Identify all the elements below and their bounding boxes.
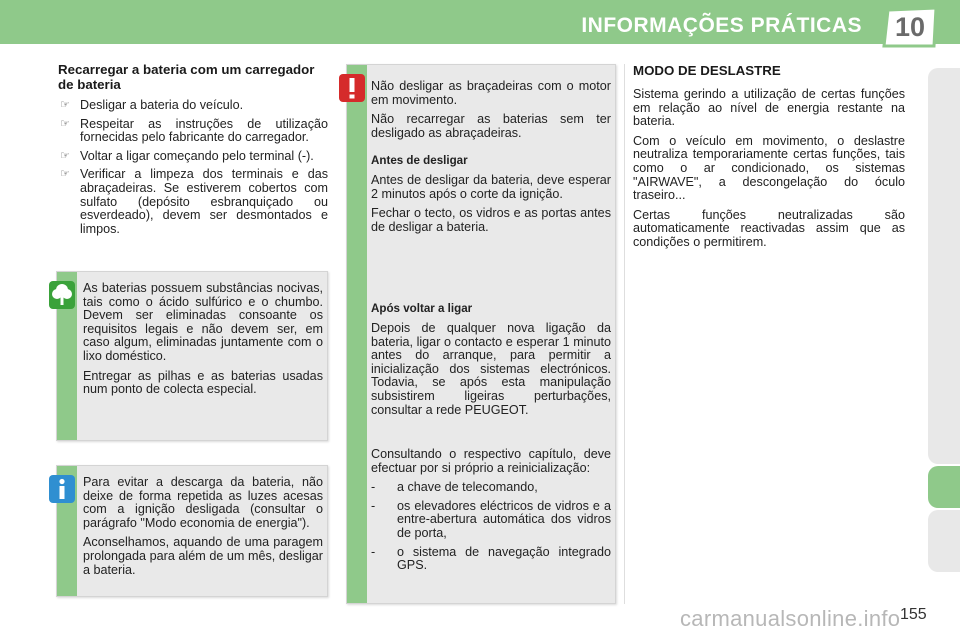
before-disconnect-section [371,154,611,240]
info-note-text: Para evitar a descarga da bateria, não deixe de forma repetida as luzes acesas com a ignição desligada (consultar o parágrafo "Modo economia de energia"). Aconselhamos, aquando de uma paragem prolongada para além de um mês, desligar a bateria. [83,475,323,577]
list-item: ☞ Verificar a limpeza dos terminais e das abraçadeiras. Se estiverem cobertos com sulfato (depósito esbranquiçado ou esverdeado), devem ser desmontados e limpos. [60,167,328,236]
after-reconnect-title: Após voltar a ligar [371,302,473,315]
list-item: ☞ Desligar a bateria do veículo. [60,98,244,112]
list-item: ☞ Respeitar as instruções de utilização fornecidas pelo fabricante do carregador. [60,116,328,145]
environment-note-text: As baterias possuem substâncias nocivas, tais como o ácido sulfúrico e o chumbo. Devem ser eliminadas consoante os requisitos legais e não devem ser, em caso algum, eliminadas juntamente com o lixo doméstico. Entregar as pilhas e as baterias usadas num ponto de colecta especial. [83,281,323,397]
side-tab-active [928,466,960,508]
warning-intro: Não desligar as braçadeiras com o motor em movimento. Não recarregar as baterias sem ter desligado as abraçadeiras. [371,79,611,140]
info-note-box [56,465,328,597]
page-title: INFORMAÇÕES PRÁTICAS [581,14,862,37]
hand-pointer-icon: ☞ [60,99,70,111]
chapter-number: 10 [894,11,926,42]
reinitialisation-list [371,481,611,573]
page-number: 155 [900,606,927,623]
hand-pointer-icon: ☞ [60,117,70,130]
reinitialisation-section: Consultando o respectivo capítulo, deve efectuar por si próprio a reinicialização: - a chave de telecomando, - os elevadores eléctricos de vidros e a entre-abertura automática dos vidros de porta, - o sistema de navegação integrado GPS. [371,447,611,573]
right-column [633,62,905,256]
environment-note-box [56,271,328,441]
before-disconnect-text: Antes de desligar da bateria, deve esperar 2 minutos após o corte da ignição. Fechar o tecto, os vidros e as portas antes de desligar a bateria. [371,173,611,234]
column-divider [624,64,625,604]
exclamation-icon [339,74,365,102]
warning-box [346,64,616,604]
chapter-badge [880,6,940,48]
load-shedding-text: Sistema gerindo a utilização de certas funções em relação ao nível de energia restante na bateria. Com o veículo em movimento, o deslastre neutraliza temporariamente certas funções, tais como o ar condicionado, os sistemas "AIRWAVE", a descongelação do óculo traseiro... Certas funções neutralizadas são automaticamente reactivadas assim que as condições o permitirem. [633,87,905,249]
list-item: - o sistema de navegação integrado GPS. [371,544,611,573]
left-column [58,62,328,241]
after-reconnect-text: Depois de qualquer nova ligação da bateria, ligar o contacto e esperar 1 minuto antes do arranque, para permitir a inicialização dos sistemas electrónicos. Todavia, se após esta manipulação subsistirem ligeiras perturbações, consultar a rede PEUGEOT. [371,321,611,417]
hand-pointer-icon: ☞ [60,168,70,181]
list-item: - os elevadores eléctricos de vidros e a entre-abertura automática dos vidros de porta, [371,498,611,540]
hand-pointer-icon: ☞ [60,149,70,162]
tree-icon [49,281,75,309]
list-item: ☞ Voltar a ligar começando pelo terminal (-). [60,148,314,163]
section-title-load-shedding: MODO DE DESLASTRE [633,63,781,78]
box-accent-bar [347,65,367,603]
after-reconnect-section [371,302,611,423]
before-disconnect-title: Antes de desligar [371,154,468,167]
side-tab [928,68,960,464]
charging-steps [58,99,328,236]
info-icon [49,475,75,503]
watermark: carmanualsonline.info [680,606,901,631]
section-title-charging: Recarregar a bateria com um carregador de bateria [58,62,315,92]
side-tab [928,510,960,572]
list-item: - a chave de telecomando, [371,480,538,495]
